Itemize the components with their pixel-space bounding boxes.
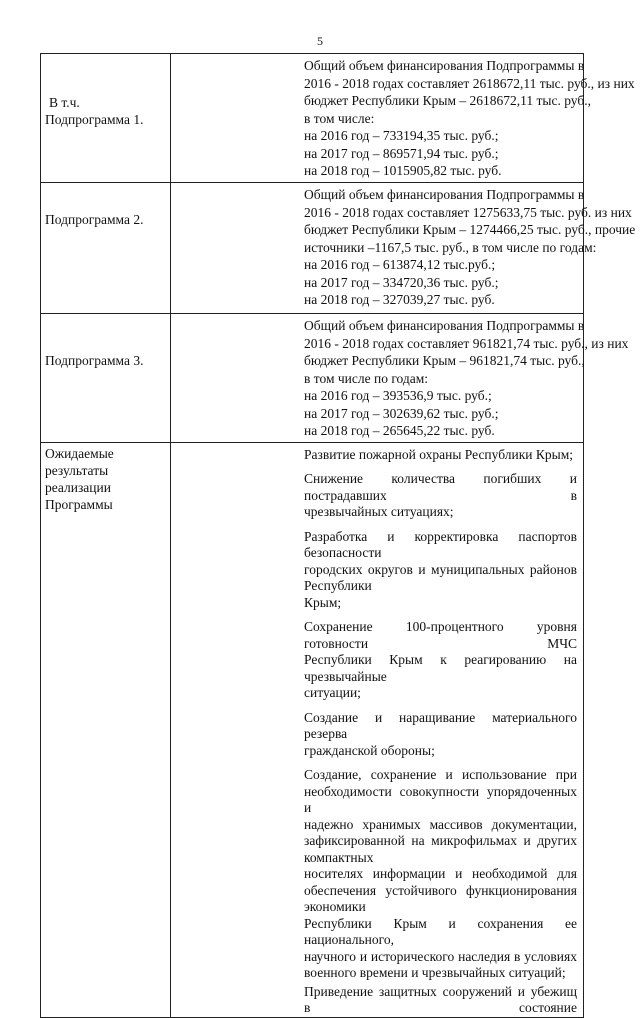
funding-line: 2016 - 2018 годах составляет 1275633,75 тыс. руб. из них (304, 204, 632, 220)
result-item (304, 767, 577, 982)
result-item (304, 529, 577, 612)
funding-line: бюджет Республики Крым – 1274466,25 тыс. руб., прочие (304, 222, 636, 237)
subprogram-1-label-line-2: Подпрограмма 1. (45, 112, 144, 127)
funding-line: 2016 - 2018 годах составляет 2618672,11 тыс. руб., из них (304, 75, 635, 91)
result-line: Создание, сохранение и использование при (304, 767, 577, 782)
subprogram-1-label-line-1: В т.ч. (49, 95, 80, 110)
subprogram-3-label-cell (41, 314, 171, 443)
program-passport-table (40, 53, 636, 1018)
result-item (304, 619, 577, 702)
result-item (304, 984, 577, 1017)
funding-line: на 2016 год – 393536,9 тыс. руб.; (304, 388, 492, 403)
result-line: носителях информации и необходимой для (304, 866, 577, 881)
subprogram-3-label: Подпрограмма 3. (45, 353, 144, 368)
result-line: ситуации; (304, 685, 361, 700)
funding-line: Общий объем финансирования Подпрограммы в (304, 318, 585, 333)
funding-line: на 2017 год – 869571,94 тыс. руб.; (304, 145, 499, 161)
result-line: чрезвычайных ситуациях; (304, 504, 454, 519)
funding-line: Общий объем финансирования Подпрограммы в (304, 58, 585, 73)
subprogram-2-label: Подпрограмма 2. (45, 212, 144, 227)
funding-line: Общий объем финансирования Подпрограммы в (304, 187, 585, 202)
expected-results-label-cell (41, 442, 171, 1017)
result-line: необходимости совокупности упорядоченных и (304, 783, 577, 815)
funding-line: на 2016 год – 613874,12 тыс.руб.; (304, 257, 496, 272)
subprogram-3-funding-cell (171, 314, 629, 443)
table-row-expected-results (41, 442, 584, 1017)
funding-line: бюджет Республики Крым – 961821,74 тыс. руб., (304, 353, 585, 368)
subprogram-1-label-cell (41, 54, 171, 183)
results-label-line: Ожидаемые (45, 445, 114, 461)
funding-line: на 2017 год – 334720,36 тыс. руб.; (304, 274, 499, 290)
results-label-line: реализации (45, 479, 111, 495)
funding-line: на 2018 год – 327039,27 тыс. руб. (304, 292, 495, 307)
funding-line: в том числе: (304, 110, 375, 126)
result-line: Создание и наращивание материального резерва (304, 709, 577, 741)
funding-line: на 2018 год – 265645,22 тыс. руб. (304, 423, 495, 438)
result-line: гражданской обороны; (304, 742, 435, 758)
results-label-line: Программы (45, 496, 113, 512)
funding-line: на 2017 год – 302639,62 тыс. руб.; (304, 405, 499, 421)
funding-line: на 2018 год – 1015905,82 тыс. руб. (304, 163, 502, 178)
expected-results-list-cell (171, 442, 584, 1017)
result-line: Сохранение 100-процентного уровня готовности МЧС (304, 619, 577, 651)
subprogram-1-funding-cell (171, 54, 635, 183)
page-number: 5 (317, 34, 323, 48)
funding-line: источники –1167,5 тыс. руб., в том числе по годам: (304, 239, 597, 255)
results-label-line: результаты (45, 462, 109, 478)
result-line: Развитие пожарной охраны Республики Крым; (304, 446, 573, 462)
funding-line: в том числе по годам: (304, 370, 429, 386)
result-line: Крым; (304, 594, 342, 610)
result-line: Республики Крым и сохранения ее национального, (304, 915, 577, 947)
subprogram-2-funding-cell (171, 183, 636, 314)
result-line: зафиксированной на микрофильмах и других компактных (304, 833, 577, 865)
result-line: Приведение защитных сооружений и убежищ в состояние (304, 983, 577, 1015)
funding-line: 2016 - 2018 годах составляет 961821,74 тыс. руб., из них (304, 335, 629, 351)
table-row-subprogram-3 (41, 314, 584, 443)
result-line: Разработка и корректировка паспортов безопасности (304, 528, 577, 560)
table-row-subprogram-1 (41, 54, 584, 183)
result-line: надежно хранимых массивов документации, (304, 816, 577, 832)
subprogram-2-label-cell (41, 183, 171, 314)
table-row-subprogram-2 (41, 183, 584, 314)
result-line: Республики Крым к реагированию на чрезвычайные (304, 652, 577, 684)
result-line: обеспечения устойчивого функционирования экономики (304, 882, 577, 914)
result-line: научного и исторического наследия в условиях (304, 948, 577, 964)
result-line: военного времени и чрезвычайных ситуаций; (304, 965, 566, 980)
funding-line: на 2016 год – 733194,35 тыс. руб.; (304, 128, 499, 143)
result-item (304, 471, 577, 521)
result-line: городских округов и муниципальных районов Республики (304, 561, 577, 593)
result-line: Снижение количества погибших и пострадавших в (304, 471, 577, 503)
result-item (304, 447, 577, 464)
result-item (304, 710, 577, 760)
funding-line: бюджет Республики Крым – 2618672,11 тыс. руб., (304, 93, 591, 108)
